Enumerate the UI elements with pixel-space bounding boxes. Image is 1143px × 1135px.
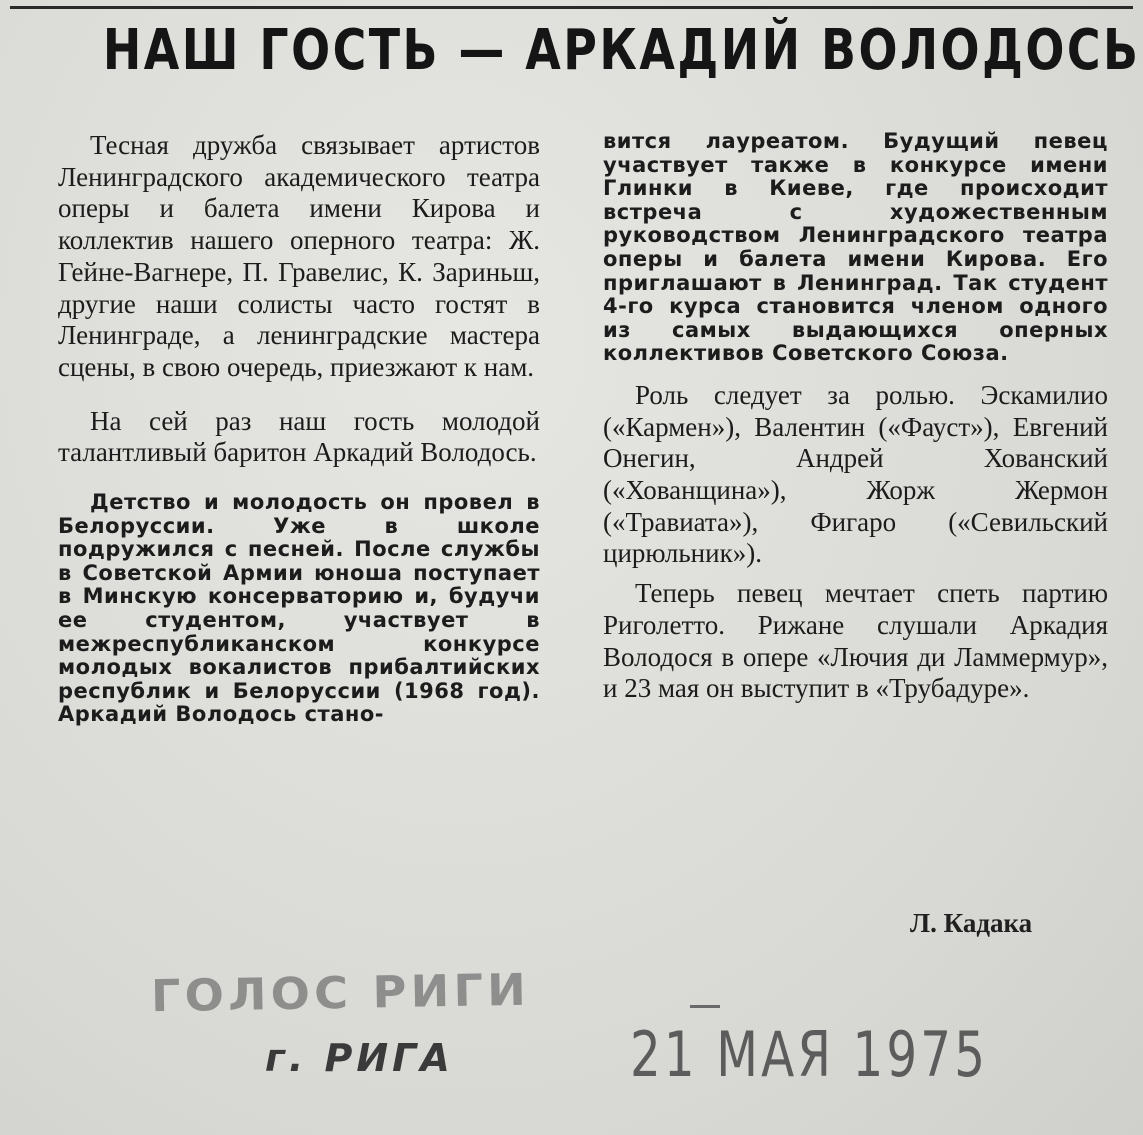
left-paragraph-1: Тесная дружба связывает артистов Ленинградского академического театра оперы и балета имени Кирова и коллектив нашего оперного театра: Ж. Гейне-Вагнере, П. Гравелис, К. Зариньш, другие наши солисты часто гостят в Ленинграде, а ленинградские мастера сцены, в свою очередь, приезжают к нам. — [58, 130, 540, 382]
newspaper-stamp: ГОЛОС РИГИ — [150, 964, 531, 1023]
left-paragraph-2: На сей раз наш гость молодой талантливый баритон Аркадий Володось. — [58, 405, 540, 468]
headline: НАШ ГОСТЬ — АРКАДИЙ ВОЛОДОСЬ — [102, 18, 1141, 83]
right-column — [603, 130, 1108, 705]
left-paragraph-3: Детство и молодость он провел в Белоруссии. Уже в школе подружился с песней. После службы в Советской Армии юноша поступает в Минскую консерваторию и, будучи ее студентом, участвует в межреспубликанском конкурсе молодых вокалистов прибалтийских республик и Белоруссии (1968 год). Аркадий Володось стано- — [58, 490, 540, 727]
right-paragraph-2: Роль следует за ролью. Эскамилио («Кармен»), Валентин («Фауст»), Евгений Онегин, Андрей Хованский («Хованщина»), Жорж Жермон («Травиата»), Фигаро («Севильский цирюльник»). — [603, 379, 1108, 569]
date-stamp: 21 МАЯ 1975 — [630, 1018, 989, 1091]
top-rule — [10, 6, 1133, 9]
stamp-dash — [690, 1005, 720, 1008]
left-column — [58, 130, 540, 727]
author-signature: Л. Кадака — [910, 908, 1033, 938]
right-paragraph-3: Теперь певец мечтает спеть партию Риголетто. Рижане слушали Аркадия Володося в опере «Лючия ди Ламмермур», и 23 мая он выступит в «Трубадуре». — [603, 578, 1108, 704]
city-stamp: г. РИГА — [265, 1036, 454, 1080]
right-paragraph-1: вится лауреатом. Будущий певец участвует также в конкурсе имени Глинки в Киеве, где происходит встреча с художественным руководством Ленинградского театра оперы и балета имени Кирова. Его приглашают в Ленинград. Так студент 4-го курса становится членом одного из самых выдающихся оперных коллективов Советского Союза. — [603, 129, 1108, 366]
